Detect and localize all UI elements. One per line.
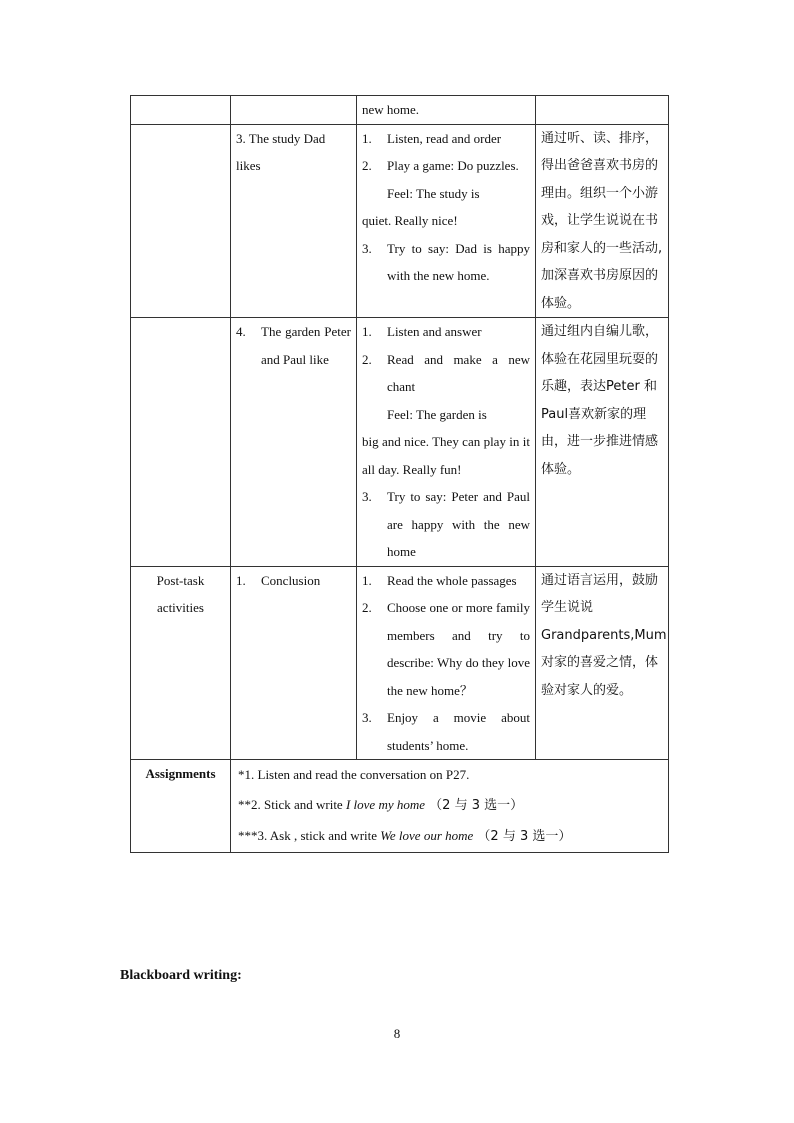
stage-cell: [131, 96, 231, 125]
assignment-title: I love my home: [345, 797, 426, 812]
list-item: [362, 567, 530, 595]
assignments-label: Assignments: [131, 760, 231, 853]
assignments-cell: [231, 760, 669, 853]
task-text: Conclusion: [261, 572, 321, 588]
notes-cell: 通过组内自编儿歌，体验在花园里玩耍的乐趣，表达Peter 和Paul喜欢新家的理由，进一步推进情感体验。: [536, 318, 669, 567]
step-number: 3.: [362, 710, 372, 725]
list-item: [362, 704, 530, 759]
task-cell: [231, 96, 357, 125]
list-item: [362, 318, 530, 346]
steps-list: [362, 125, 530, 180]
feel-continuation: big and nice. They can play in it all day. Really fun!: [362, 434, 530, 477]
step-text: Try to say: Dad is happy with the new home.: [387, 240, 530, 283]
step-text: Play a game: Do puzzles.: [387, 158, 519, 173]
table-row: [131, 566, 669, 760]
steps-cell: [357, 96, 536, 125]
task-text: The garden Peter and Paul like: [261, 324, 351, 367]
list-item: [236, 318, 351, 373]
step-number: 2.: [362, 158, 372, 173]
list-item: [236, 567, 351, 595]
list-item: [362, 594, 530, 704]
notes-cell: 通过听、读、排序，得出爸爸喜欢书房的理由。组织一个小游戏，让学生说说在书房和家人的一些活动,加深喜欢书房原因的体验。: [536, 124, 669, 318]
assignment-note: （2 与 3 选一）: [473, 829, 572, 844]
stage-cell: [131, 318, 231, 567]
step-number: 1.: [362, 324, 372, 339]
list-item: [362, 152, 530, 180]
step-text: Try to say: Peter and Paul are happy with the new home: [387, 489, 530, 559]
step-number: 3.: [362, 489, 372, 504]
list-item: [362, 125, 530, 153]
assignment-line: [236, 760, 663, 790]
list-item: [362, 346, 530, 401]
step-text: Listen and answer: [387, 324, 482, 339]
list-item: [362, 483, 530, 566]
task-number: 1.: [236, 572, 246, 588]
table-row: [131, 124, 669, 318]
step-number: 3.: [362, 240, 372, 256]
steps-list: [362, 567, 530, 760]
assignment-title: We love our home: [380, 828, 474, 843]
table-row: [131, 760, 669, 853]
assignment-text: **2. Stick and write: [238, 797, 346, 812]
steps-cell: [357, 124, 536, 318]
task-list: [236, 318, 351, 373]
steps-text: new home.: [362, 102, 420, 117]
assignment-note: （2 与 3 选一）: [425, 798, 524, 813]
stage-cell: Post-task activities: [131, 566, 231, 760]
step-text: Choose one or more family members and try to describe: Why do they love the new home？: [387, 600, 530, 698]
step-text: Read the whole passages: [387, 572, 517, 588]
notes-cell: 通过语言运用，鼓励学生说说Grandparents,Mum对家的喜爱之情，体验对家人的爱。: [536, 566, 669, 760]
blackboard-writing-heading: Blackboard writing:: [120, 968, 242, 983]
steps-cell: [357, 566, 536, 760]
task-list: [236, 567, 351, 595]
step-text: Read and make a new chant: [387, 351, 530, 394]
stage-cell: [131, 124, 231, 318]
assignment-text: *1. Listen and read the conversation on P27.: [238, 767, 470, 782]
assignment-line: [236, 821, 663, 852]
task-cell: [231, 566, 357, 760]
steps-list: [362, 483, 530, 566]
lesson-plan-table: [130, 95, 669, 853]
steps-cell: [357, 318, 536, 567]
steps-list: [362, 235, 530, 290]
notes-cell: [536, 96, 669, 125]
step-number: 1.: [362, 572, 372, 588]
step-number: 2.: [362, 600, 372, 615]
feel-line: Feel: The study is: [387, 185, 480, 201]
steps-list: [362, 318, 530, 401]
assignment-line: [236, 790, 663, 821]
assignment-text: ***3. Ask , stick and write: [238, 828, 381, 843]
page-number: 8: [393, 1026, 401, 1041]
table-row: [131, 96, 669, 125]
step-number: 1.: [362, 130, 372, 146]
task-cell: [231, 318, 357, 567]
table-row: [131, 318, 669, 567]
step-number: 2.: [362, 351, 372, 367]
step-text: Enjoy a movie about students’ home.: [387, 710, 530, 753]
feel-line: Feel: The garden is: [387, 406, 487, 422]
task-number: 4.: [236, 324, 246, 339]
list-item: [362, 235, 530, 290]
task-cell: 3. The study Dad likes: [231, 124, 357, 318]
step-text: Listen, read and order: [387, 130, 502, 146]
feel-continuation: quiet. Really nice!: [362, 213, 458, 228]
